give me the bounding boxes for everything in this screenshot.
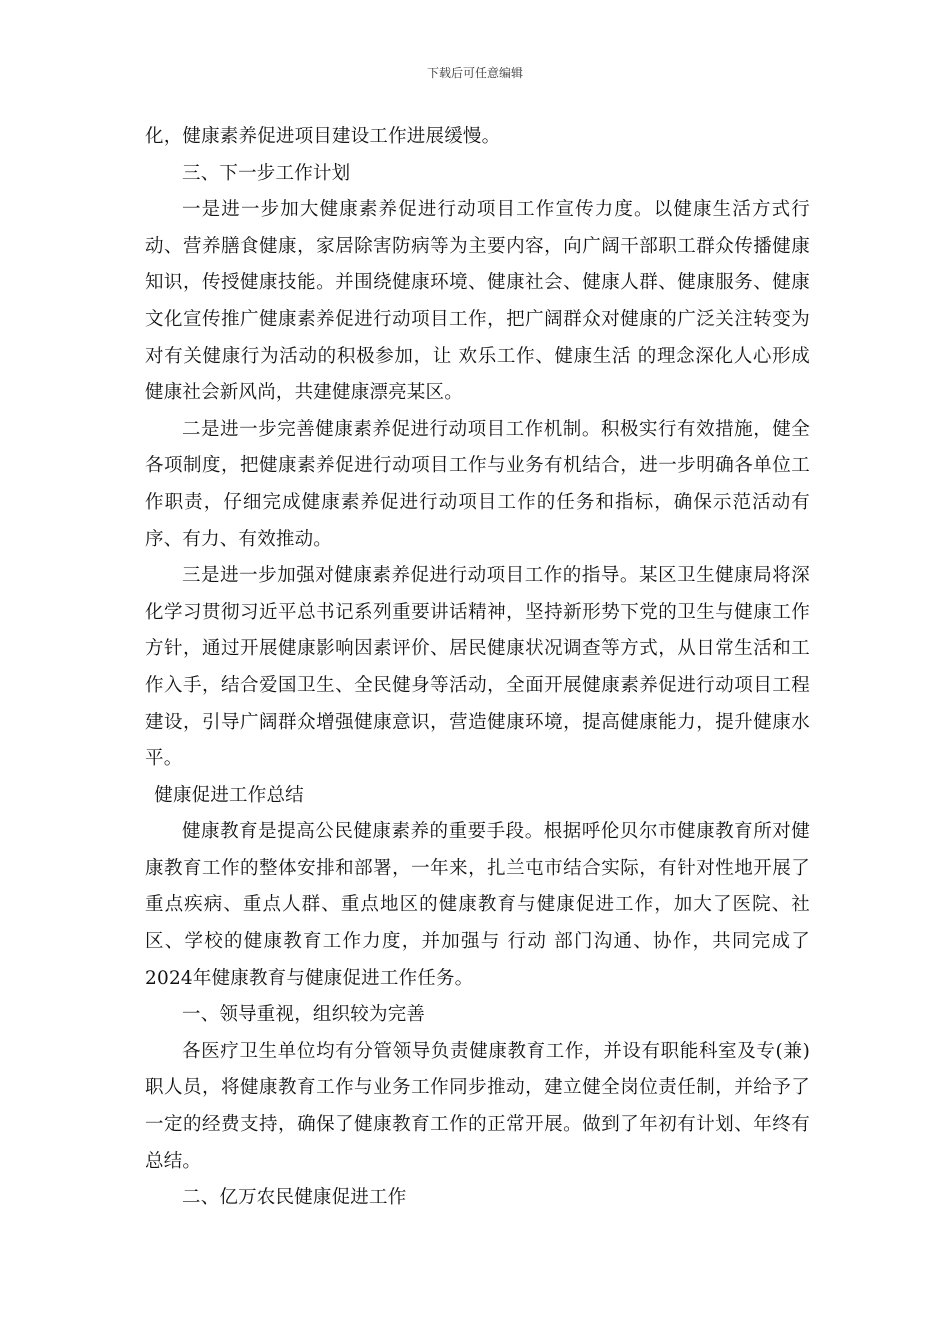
paragraph-plan-1: 一是进一步加大健康素养促进行动项目工作宣传力度。以健康生活方式行动、营养膳食健康，家居除害防病等为主要内容，向广阔干部职工群众传播健康知识，传授健康技能。并围绕健康环境、健康社会、健康人群、健康服务、健康文化宣传推广健康素养促进行动项目工作，把广阔群众对健康的广泛关注转变为对有关健康行为活动的积极参加，让 欢乐工作、健康生活 的理念深化人心形成健康社会新风尚，共建健康漂亮某区。 xyxy=(145,199,810,404)
page-header-note: 下载后可任意编辑 xyxy=(426,66,523,80)
section-heading-next-steps: 三、下一步工作计划 xyxy=(182,162,351,184)
paragraph-plan-3: 三是进一步加强对健康素养促进行动项目工作的指导。某区卫生健康局将深化学习贯彻习近平总书记系列重要讲话精神，坚持新形势下党的卫生与健康工作方针，通过开展健康影响因素评价、居民健康状况调查等方式，从日常生活和工作入手，结合爱国卫生、全民健身等活动，全面开展健康素养促进行动项目工程建设，引导广阔群众增强健康意识，营造健康环境，提高健康能力，提升健康水平。 xyxy=(145,565,810,770)
section-heading-leadership: 一、领导重视，组织较为完善 xyxy=(182,1004,426,1026)
document-title: 健康促进工作总结 xyxy=(154,784,304,806)
section-heading-farmers: 二、亿万农民健康促进工作 xyxy=(182,1187,407,1209)
paragraph-intro: 健康教育是提高公民健康素养的重要手段。根据呼伦贝尔市健康教育所对健康教育工作的整体安排和部署，一年来，扎兰屯市结合实际，有针对性地开展了重点疾病、重点人群、重点地区的健康教育与健康促进工作，加大了医院、社区、学校的健康教育工作力度，并加强与 行动 部门沟通、协作，共同完成了2024年健康教育与健康促进工作任务。 xyxy=(145,821,810,989)
paragraph-continuation: 化，健康素养促进项目建设工作进展缓慢。 xyxy=(145,126,501,147)
paragraph-plan-2: 二是进一步完善健康素养促进行动项目工作机制。积极实行有效措施，健全各项制度，把健康素养促进行动项目工作与业务有机结合，进一步明确各单位工作职责，仔细完成健康素养促进行动项目工作的任务和指标，确保示范活动有序、有力、有效推动。 xyxy=(145,418,810,550)
document-body xyxy=(145,119,810,1217)
paragraph-leadership: 各医疗卫生单位均有分管领导负责健康教育工作，并设有职能科室及专(兼)职人员，将健康教育工作与业务工作同步推动，建立健全岗位责任制，并给予了一定的经费支持，确保了健康教育工作的正常开展。做到了年初有计划、年终有总结。 xyxy=(145,1040,810,1172)
